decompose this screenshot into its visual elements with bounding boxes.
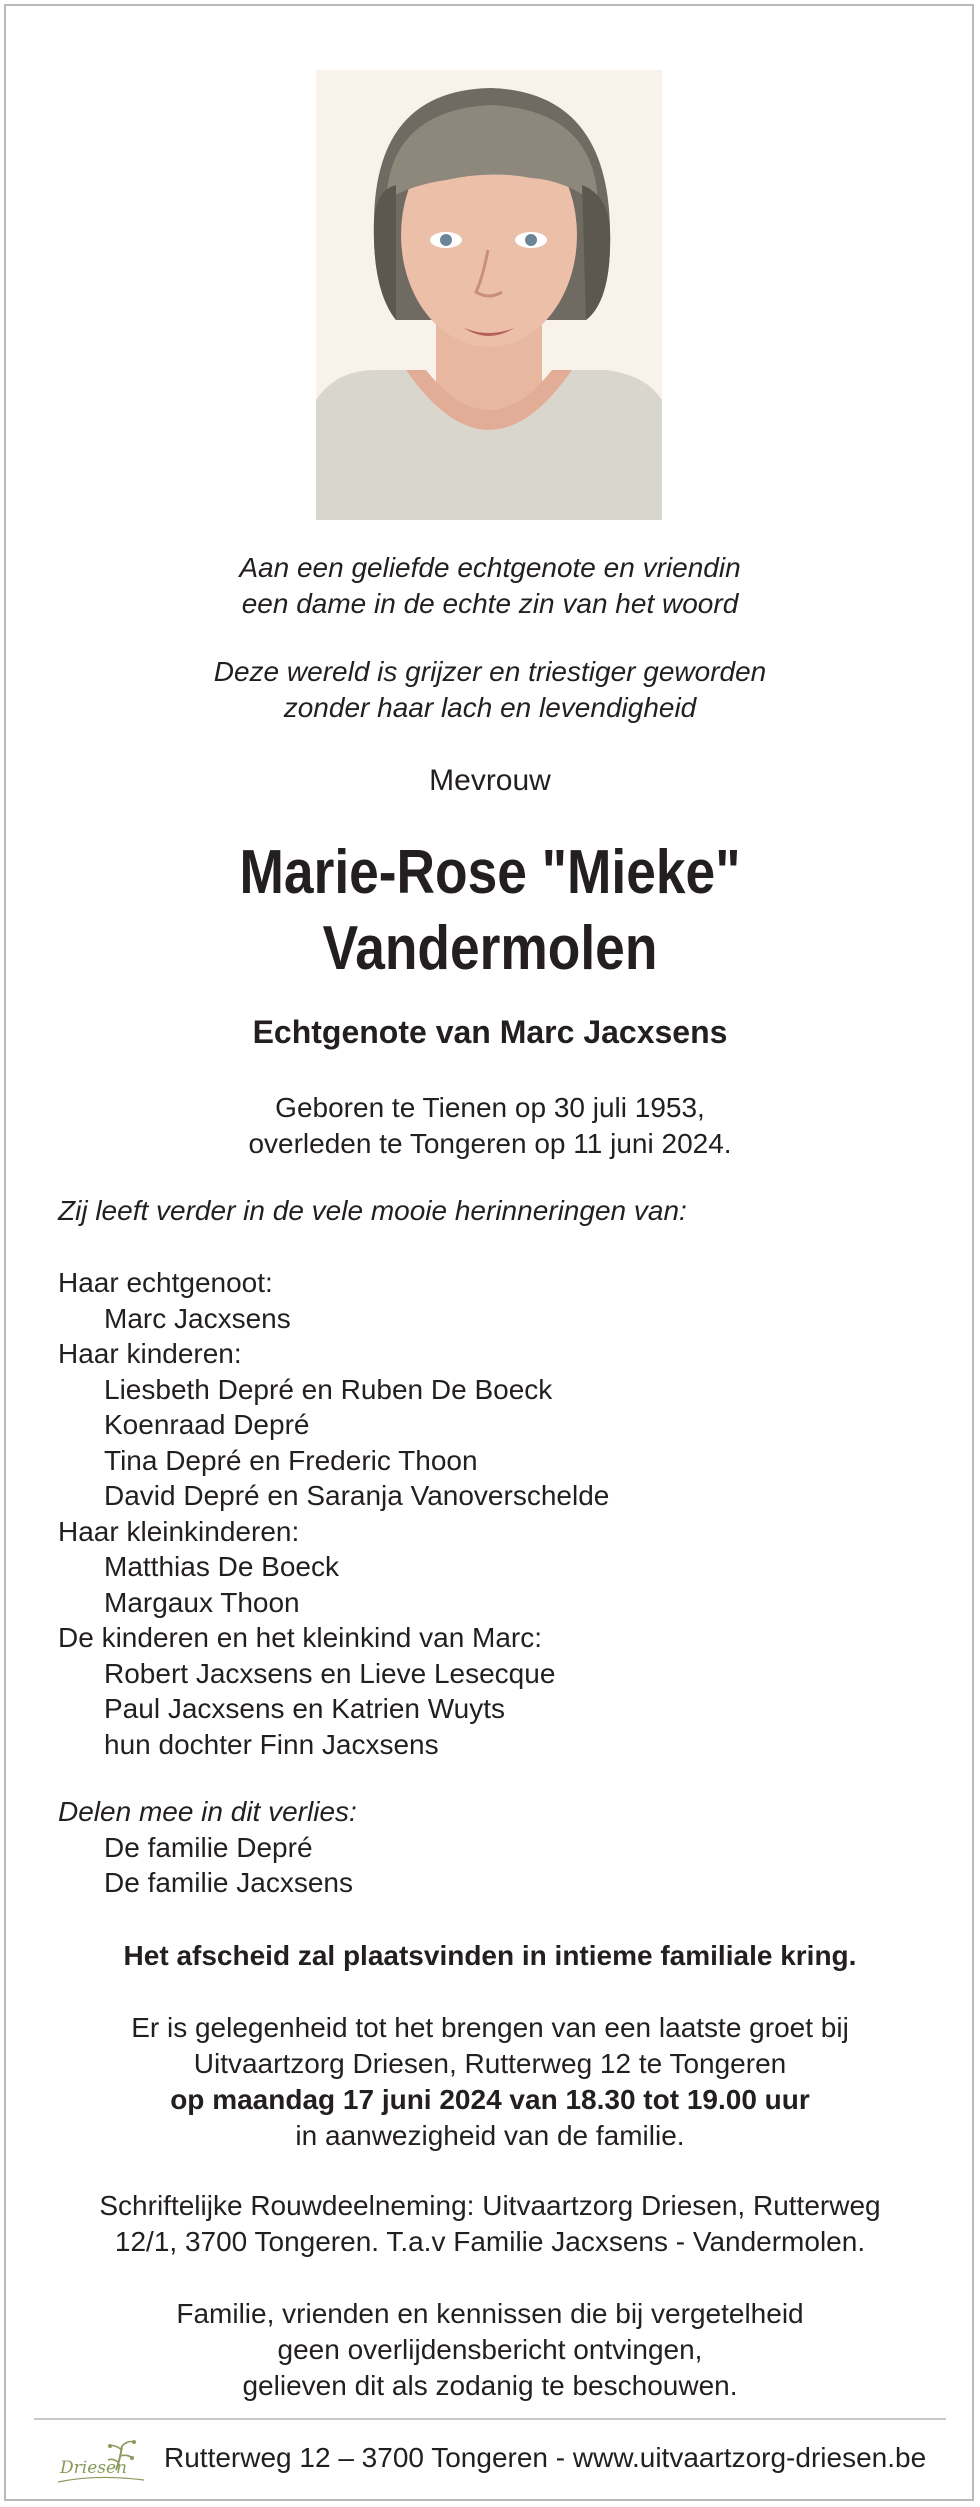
visit-block	[0, 2010, 980, 2154]
spouse-line: Echtgenote van Marc Jacxsens	[252, 1014, 728, 1050]
marc-family-name: hun dochter Finn Jacxsens	[104, 1728, 439, 1760]
family-list	[58, 1265, 938, 1762]
portrait-illustration	[316, 70, 662, 520]
children-label: Haar kinderen:	[58, 1338, 242, 1369]
title: Mevrouw	[429, 764, 551, 797]
child-name: David Depré en Saranja Vanoverschelde	[104, 1480, 610, 1511]
child-name: Koenraad Depré	[104, 1409, 310, 1440]
condolence-line-2: 12/1, 3700 Tongeren. T.a.v Familie Jacxsens - Vandermolen.	[114, 2226, 866, 2257]
child-name: Tina Depré en Frederic Thoon	[104, 1444, 478, 1476]
marc-family-name: Paul Jacxsens en Katrien Wuyts	[104, 1693, 506, 1724]
visit-line-1: Er is gelegenheid tot het brengen van een laatste groet bij	[131, 2012, 849, 2043]
share-family: De familie Depré	[104, 1831, 313, 1863]
birth-line: Geboren te Tienen op 30 juli 1953,	[275, 1092, 705, 1123]
quote-line-4: zonder haar lach en levendigheid	[283, 692, 697, 723]
share-label: Delen mee in dit verlies:	[58, 1796, 357, 1827]
footer-divider	[34, 2418, 946, 2420]
notice-block	[0, 2296, 980, 2404]
death-line: overleden te Tongeren op 11 juni 2024.	[248, 1128, 732, 1159]
notice-line-1: Familie, vrienden en kennissen die bij vergetelheid	[176, 2298, 804, 2329]
quote-line-1: Aan een geliefde echtgenote en vriendin	[239, 552, 741, 583]
marc-family-label: De kinderen en het kleinkind van Marc:	[58, 1622, 543, 1653]
footer-address: Rutterweg 12 – 3700 Tongeren - www.uitvaartzorg-driesen.be	[164, 2442, 927, 2473]
husband-name: Marc Jacxsens	[104, 1302, 291, 1334]
grandchild-name: Margaux Thoon	[104, 1586, 300, 1618]
name-line-1: Marie-Rose "Mieke"	[239, 838, 741, 907]
visit-line-3: op maandag 17 juni 2024 van 18.30 tot 19.00 uur	[170, 2084, 810, 2115]
farewell-notice: Het afscheid zal plaatsvinden in intieme familiale kring.	[123, 1940, 857, 1971]
notice-line-3: gelieven dit als zodanig te beschouwen.	[242, 2370, 738, 2401]
quote-line-3: Deze wereld is grijzer en triestiger geworden	[213, 656, 767, 687]
share-family: De familie Jacxsens	[104, 1867, 353, 1898]
driesen-logo	[56, 2436, 146, 2492]
husband-label: Haar echtgenoot:	[58, 1267, 273, 1298]
grandchildren-label: Haar kleinkinderen:	[58, 1515, 300, 1547]
marc-family-name: Robert Jacxsens en Lieve Lesecque	[104, 1657, 556, 1689]
child-name: Liesbeth Depré en Ruben De Boeck	[104, 1373, 553, 1405]
grandchild-name: Matthias De Boeck	[104, 1551, 339, 1582]
condolence-line-1: Schriftelijke Rouwdeelneming: Uitvaartzorg Driesen, Rutterweg	[99, 2190, 881, 2221]
portrait-photo	[316, 70, 662, 520]
name-line-2: Vandermolen	[322, 914, 658, 983]
visit-line-2: Uitvaartzorg Driesen, Rutterweg 12 te Tongeren	[193, 2048, 787, 2079]
visit-line-4: in aanwezigheid van de familie.	[295, 2120, 685, 2151]
condolence-block	[0, 2188, 980, 2260]
notice-line-2: geen overlijdensbericht ontvingen,	[277, 2334, 703, 2365]
logo-text: Driesen	[60, 2458, 127, 2478]
memory-intro: Zij leeft verder in de vele mooie herinneringen van:	[58, 1195, 687, 1226]
quote-line-2: een dame in de echte zin van het woord	[241, 588, 739, 619]
share-list	[58, 1794, 938, 1901]
